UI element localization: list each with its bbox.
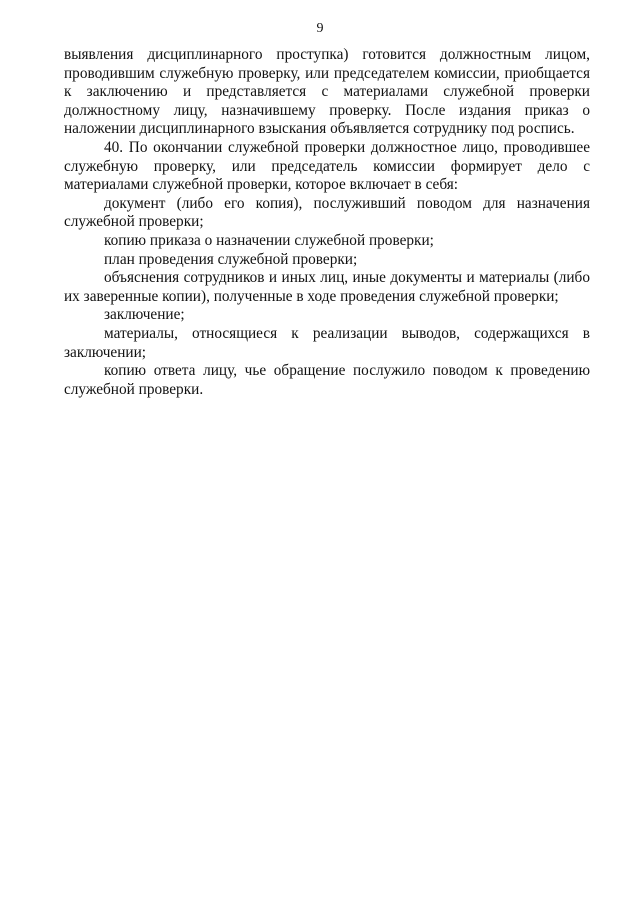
document-body — [64, 46, 590, 399]
list-item: план проведения служебной проверки; — [104, 250, 358, 268]
list-item: объяснения сотрудников и иных лиц, иные документы и материалы (либо их заверенные копии), полученные в ходе проведения служебной проверки; — [64, 269, 590, 305]
list-item: материалы, относящиеся к реализации выводов, содержащихся в заключении; — [64, 324, 590, 361]
paragraph: выявления дисциплинарного проступка) готовится должностным лицом, проводившим служебную проверку, или председателем комиссии, приобщается к заключению и представляется с материалами служебной проверки должностному лицу, назначившему проверку. После издания приказ о наложении дисциплинарного взыскания объявляется сотруднику под роспись. — [64, 46, 590, 138]
list-item: копию приказа о назначении служебной проверки; — [104, 231, 434, 249]
list-item: копию ответа лицу, чье обращение послужило поводом к проведению служебной проверки. — [64, 362, 590, 398]
page-number: 9 — [316, 21, 324, 36]
list-item: документ (либо его копия), послуживший поводом для назначения служебной проверки; — [64, 194, 590, 231]
paragraph: 40. По окончании служебной проверки должностное лицо, проводившее служебную проверку, или председатель комиссии формирует дело с материалами служебной проверки, которое включает в себя: — [64, 138, 590, 194]
list-item: заключение; — [104, 306, 185, 324]
